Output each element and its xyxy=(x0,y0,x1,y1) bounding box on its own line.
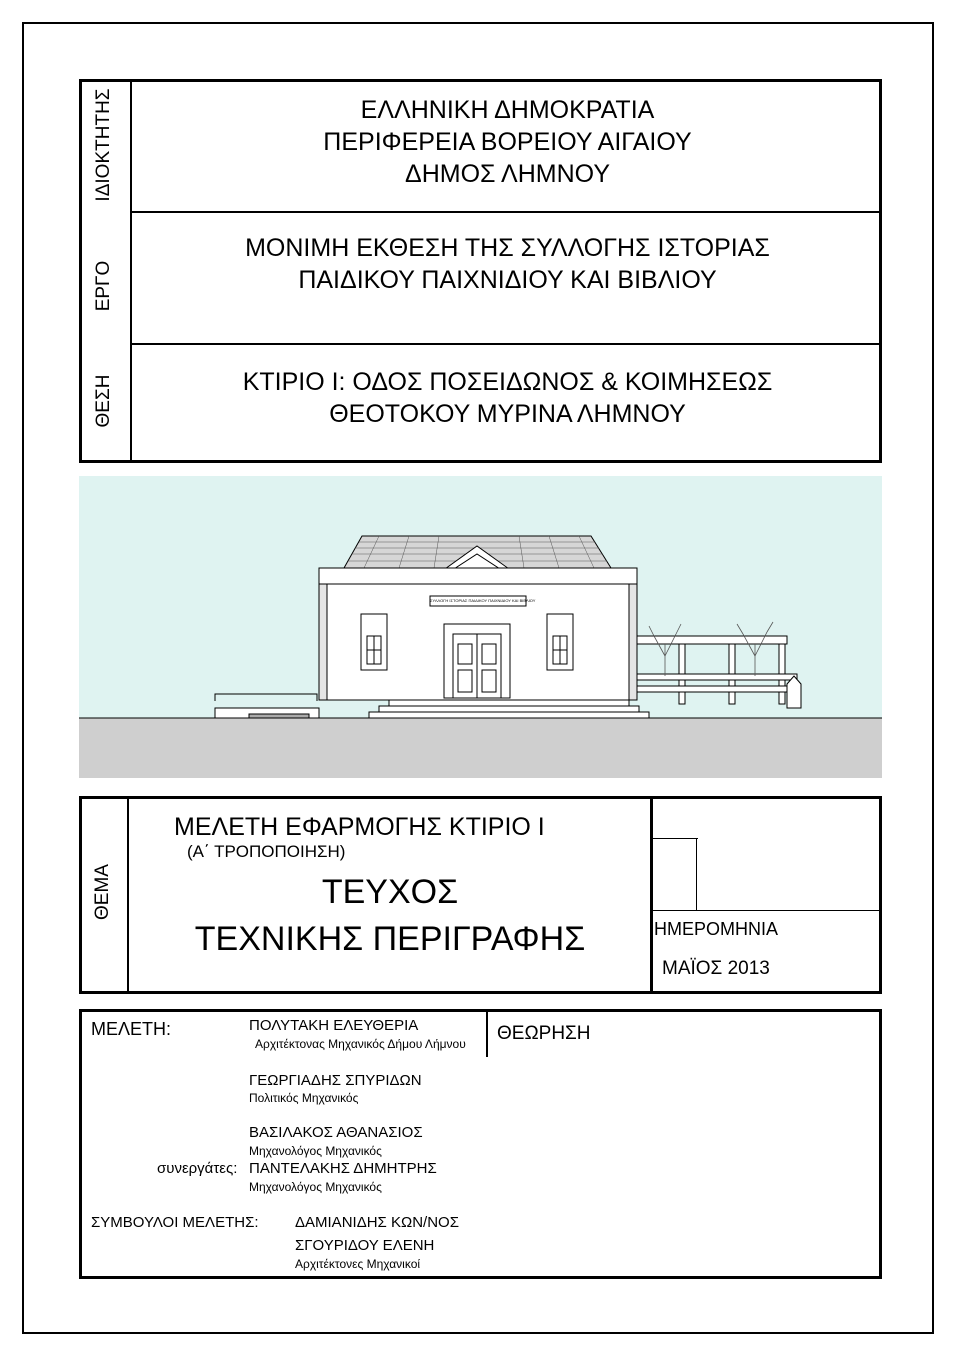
project-line-1: ΜΟΝΙΜΗ ΕΚΘΕΣΗ ΤΗΣ ΣΥΛΛΟΓΗΣ ΙΣΤΟΡΙΑΣ xyxy=(245,234,770,262)
advisor-1-name: ΔΑΜΙΑΝΙΔΗΣ ΚΩΝ/ΝΟΣ xyxy=(295,1214,459,1231)
study-title: ΜΕΛΕΤΗ ΕΦΑΡΜΟΓΗΣ ΚΤΙΡΙΟ Ι xyxy=(174,813,545,841)
subject-cell-line-v xyxy=(696,838,697,910)
owner-line-1: ΕΛΛΗΝΙΚΗ ΔΗΜΟΚΡΑΤΙΑ xyxy=(360,96,655,124)
volume-title-line-2: ΤΕΧΝΙΚΗΣ ΠΕΡΙΓΡΑΦΗΣ xyxy=(194,920,586,958)
building-elevation-drawing xyxy=(79,476,882,778)
header-divider-vertical xyxy=(130,79,132,463)
engineer-4-name: ΠΑΝΤΕΛΑΚΗΣ ΔΗΜΗΤΡΗΣ xyxy=(249,1160,437,1177)
engineer-3-name: ΒΑΣΙΛΑΚΟΣ ΑΘΑΝΑΣΙΟΣ xyxy=(249,1124,423,1141)
owner-line-3: ΔΗΜΟΣ ΛΗΜΝΟΥ xyxy=(405,160,610,188)
author-name: ΠΟΛΥΤΑΚΗ ΕΛΕΥΘΕΡΙΑ xyxy=(249,1017,419,1034)
engineer-2-role: Πολιτικός Μηχανικός xyxy=(249,1091,359,1105)
header-divider-1 xyxy=(130,211,882,213)
advisors-role: Αρχιτέκτονες Μηχανικοί xyxy=(295,1257,421,1271)
subject-cell-line-h2 xyxy=(653,910,882,911)
project-label: ΕΡΓΟ xyxy=(93,260,114,312)
study-label: ΜΕΛΕΤΗ: xyxy=(91,1019,172,1039)
subject-divider-right xyxy=(650,796,653,994)
credits-block xyxy=(79,1009,882,1279)
credits-divider xyxy=(486,1009,488,1057)
owner-line-2: ΠΕΡΙΦΕΡΕΙΑ ΒΟΡΕΙΟΥ ΑΙΓΑΙΟΥ xyxy=(323,128,692,156)
subject-cell-line-h xyxy=(653,838,698,839)
date-value: ΜΑΪΟΣ 2013 xyxy=(662,958,770,979)
date-label: ΗΜΕΡΟΜΗΝΙΑ xyxy=(654,919,779,939)
volume-title-line-1: ΤΕΥΧΟΣ xyxy=(321,873,459,911)
advisor-2-name: ΣΓΟΥΡΙΔΟΥ ΕΛΕΝΗ xyxy=(295,1237,435,1254)
owner-label: ΙΔΙΟΚΤΗΤΗΣ xyxy=(93,88,114,202)
header-divider-2 xyxy=(130,343,882,345)
subject-label: ΘΕΜΑ xyxy=(92,864,113,920)
advisors-label: ΣΥΜΒΟΥΛΟΙ ΜΕΛΕΤΗΣ: xyxy=(91,1214,259,1231)
collaborators-label: συνεργάτες: xyxy=(157,1160,238,1177)
project-line-2: ΠΑΙΔΙΚΟΥ ΠΑΙΧΝΙΔΙΟΥ ΚΑΙ ΒΙΒΛΙΟΥ xyxy=(298,266,717,294)
location-line-2: ΘΕΟΤΟΚΟΥ ΜΥΡΙΝΑ ΛΗΜΝΟΥ xyxy=(329,400,686,428)
subject-divider-left xyxy=(127,796,129,994)
engineer-2-name: ΓΕΩΡΓΙΑΔΗΣ ΣΠΥΡΙΔΩΝ xyxy=(249,1072,422,1089)
engineer-3-role: Μηχανολόγος Μηχανικός xyxy=(249,1144,382,1158)
location-line-1: ΚΤΙΡΙΟ Ι: ΟΔΟΣ ΠΟΣΕΙΔΩΝΟΣ & ΚΟΙΜΗΣΕΩΣ xyxy=(242,368,773,396)
ground xyxy=(79,718,882,778)
review-label: ΘΕΩΡΗΣΗ xyxy=(497,1023,591,1044)
location-label: ΘΕΣΗ xyxy=(93,374,114,428)
author-role: Αρχιτέκτονας Μηχανικός Δήμου Λήμνου xyxy=(255,1037,466,1051)
building-sign: ΣΥΛΛΟΓΗ ΙΣΤΟΡΙΑΣ ΠΑΙΔΙΚΟΥ ΠΑΙΧΝΙΔΙΟΥ ΚΑΙ ΒΙΒΛΙΟΥ xyxy=(430,598,536,603)
revision-text: (Α΄ ΤΡΟΠΟΠΟΙΗΣΗ) xyxy=(187,842,346,861)
engineer-4-role: Μηχανολόγος Μηχανικός xyxy=(249,1180,382,1194)
